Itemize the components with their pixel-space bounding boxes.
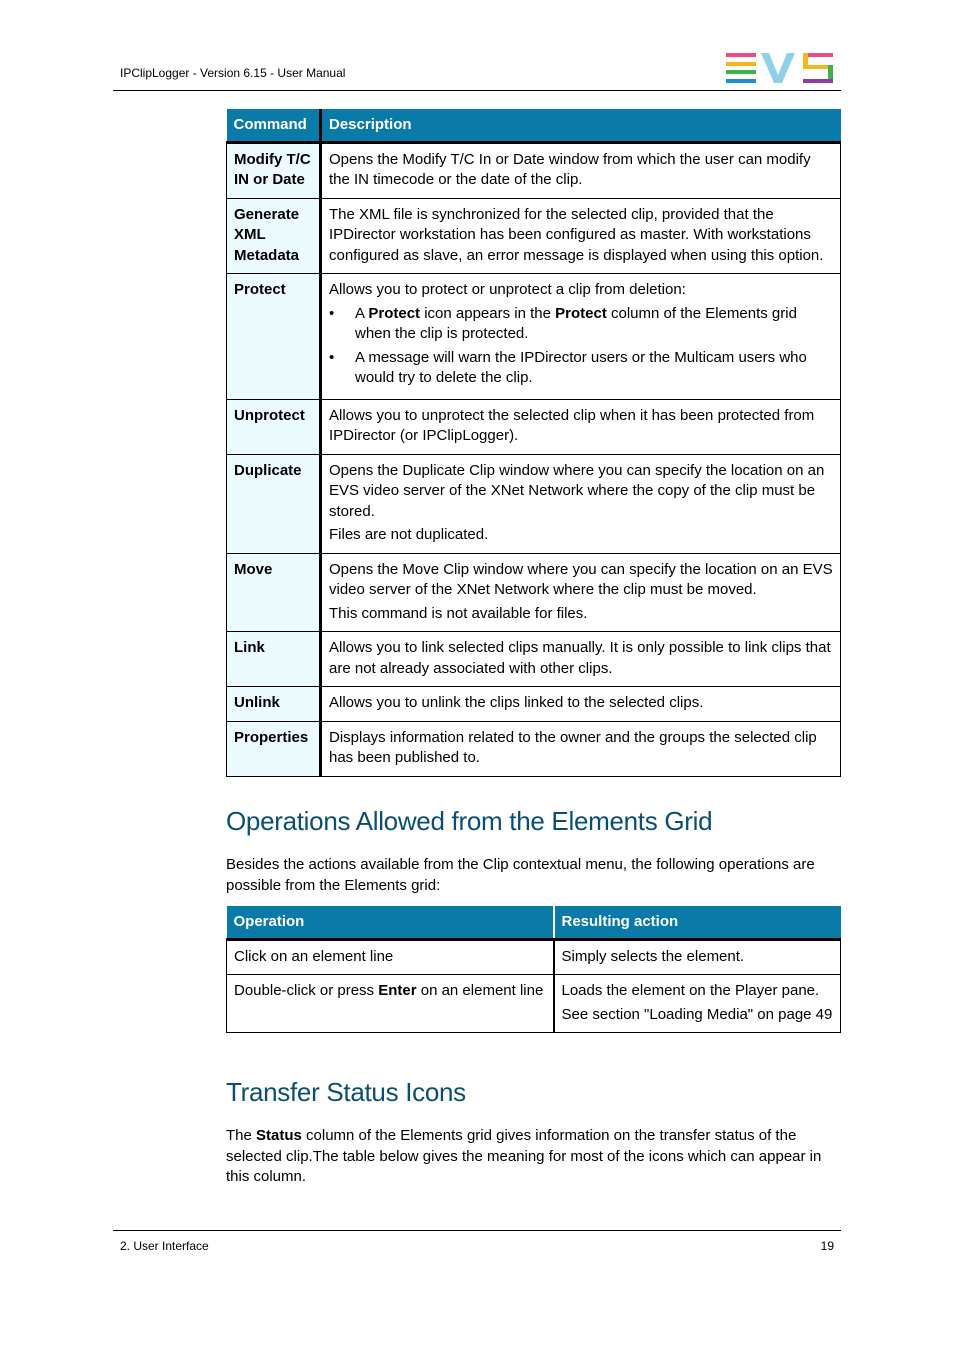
command-description: Displays information related to the owner and the groups the selected clip has been published to. xyxy=(321,721,841,776)
table-row xyxy=(227,721,841,776)
column-header-command: Command xyxy=(227,109,321,142)
command-description: Allows you to unlink the clips linked to the selected clips. xyxy=(321,687,841,722)
table-row xyxy=(227,975,841,1033)
command-description: Allows you to protect or unprotect a clip from deletion: • A Protect icon appears in the Protect column of the Elements grid when the clip is protected. • A message will warn the IPDirector users or the Multicam users who would try to delete the clip. xyxy=(321,274,841,400)
operation-cell: Click on an element line xyxy=(227,939,554,975)
command-name: Link xyxy=(227,632,321,687)
commands-table xyxy=(226,109,841,777)
table-row xyxy=(227,454,841,553)
command-name: Protect xyxy=(227,274,321,400)
table-row xyxy=(227,687,841,722)
column-header-operation: Operation xyxy=(227,906,554,939)
evs-logo xyxy=(726,53,834,83)
section-heading-operations: Operations Allowed from the Elements Grid xyxy=(226,806,713,836)
table-row xyxy=(227,632,841,687)
section-heading-transfer-status: Transfer Status Icons xyxy=(226,1077,466,1107)
table-row xyxy=(227,939,841,975)
running-header: IPClipLogger - Version 6.15 - User Manual xyxy=(120,66,346,80)
result-cell: Simply selects the element. xyxy=(554,939,841,975)
command-name: Generate XML Metadata xyxy=(227,198,321,274)
command-description: Opens the Duplicate Clip window where you can specify the location on an EVS video server of the XNet Network where the copy of the clip must be stored. Files are not duplicated. xyxy=(321,454,841,553)
command-name: Unlink xyxy=(227,687,321,722)
bullet-list xyxy=(329,304,833,389)
column-header-result: Resulting action xyxy=(554,906,841,939)
command-name: Move xyxy=(227,553,321,632)
command-description: Opens the Modify T/C In or Date window from which the user can modify the IN timecode or the date of the clip. xyxy=(321,142,841,198)
page-number: 19 xyxy=(820,1239,834,1253)
command-description: The XML file is synchronized for the selected clip, provided that the IPDirector workstation has been configured as master. With workstations configured as slave, an error message is displayed when using this option. xyxy=(321,198,841,274)
header-rule xyxy=(113,90,841,91)
command-description: Allows you to unprotect the selected clip when it has been protected from IPDirector (or IPClipLogger). xyxy=(321,399,841,454)
operation-cell: Double-click or press Enter on an element line xyxy=(227,975,554,1033)
column-header-description: Description xyxy=(321,109,841,142)
list-item: • A message will warn the IPDirector users or the Multicam users who would try to delete the clip. xyxy=(329,348,833,389)
footer-section: 2. User Interface xyxy=(120,1239,209,1253)
table-row xyxy=(227,553,841,632)
command-description: Allows you to link selected clips manually. It is only possible to link clips that are not already associated with other clips. xyxy=(321,632,841,687)
command-name: Duplicate xyxy=(227,454,321,553)
table-row xyxy=(227,142,841,198)
table-row xyxy=(227,198,841,274)
command-name: Modify T/C IN or Date xyxy=(227,142,321,198)
list-item: • A Protect icon appears in the Protect column of the Elements grid when the clip is protected. xyxy=(329,304,833,345)
command-name: Properties xyxy=(227,721,321,776)
transfer-status-paragraph: The Status column of the Elements grid gives information on the transfer status of the selected clip.The table below gives the meaning for most of the icons which can appear in this column. xyxy=(226,1127,822,1185)
operations-table xyxy=(226,906,841,1033)
command-name: Unprotect xyxy=(227,399,321,454)
command-description: Opens the Move Clip window where you can specify the location on an EVS video server of the XNet Network where the clip must be moved. This command is not available for files. xyxy=(321,553,841,632)
footer-rule xyxy=(113,1230,841,1231)
table-row xyxy=(227,274,841,400)
result-cell: Loads the element on the Player pane. See section "Loading Media" on page 49 xyxy=(554,975,841,1033)
operations-intro: Besides the actions available from the Clip contextual menu, the following operations are possible from the Elements grid: xyxy=(226,856,815,894)
table-row xyxy=(227,399,841,454)
